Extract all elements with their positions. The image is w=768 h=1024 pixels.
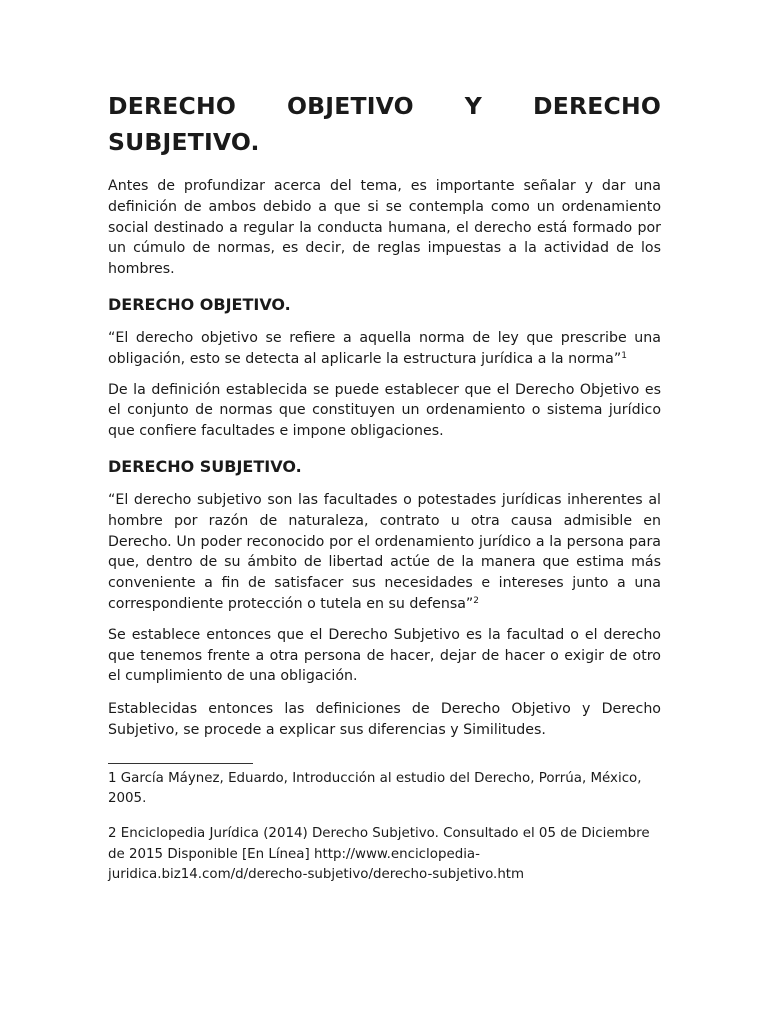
quote-subjetivo-text: “El derecho subjetivo son las facultades o potestades jurídicas inherentes al hombre por razón de naturaleza, contrato u otra causa admisible en Derecho. Un poder reconocido por el ordenamiento jurídico a la persona para que, dentro de su ámbito de libertad actúe de la manera que estima más conveniente a fin de satisfacer sus necesidades e intereses junto a una correspondiente protección o tutela en su defensa”: [108, 491, 661, 612]
title-line-1: DERECHO OBJETIVO Y DERECHO: [108, 92, 661, 120]
footnote-ref-1: 1: [621, 350, 627, 361]
paragraph-derecho-subjetivo: Se establece entonces que el Derecho Subjetivo es la facultad o el derecho que tenemos frente a otra persona de hacer, dejar de hacer o exigir de otro el cumplimiento de una obligación.: [108, 626, 661, 685]
heading-derecho-objetivo: DERECHO OBJETIVO.: [108, 294, 291, 314]
document-page: [108, 88, 661, 885]
heading-derecho-subjetivo: DERECHO SUBJETIVO.: [108, 456, 302, 476]
quote-objetivo-text: “El derecho objetivo se refiere a aquella norma de ley que prescribe una obligación, esto se detecta al aplicarle la estructura jurídica a la norma”: [108, 329, 661, 367]
footnote-1: 1 García Máynez, Eduardo, Introducción al estudio del Derecho, Porrúa, México, 2005.: [108, 770, 642, 807]
quote-derecho-objetivo: [108, 328, 661, 370]
paragraph-derecho-objetivo: De la definición establecida se puede establecer que el Derecho Objetivo es el conjunto de normas que constituyen un ordenamiento o sistema jurídico que confiere facultades e impone obligaciones.: [108, 381, 661, 440]
title-line-2: SUBJETIVO.: [108, 128, 260, 156]
document-title: [108, 88, 661, 160]
intro-paragraph: Antes de profundizar acerca del tema, es importante señalar y dar una definición de ambos debido a que si se contempla como un ordenamiento social destinado a regular la conducta humana, el derecho está formado por un cúmulo de normas, es decir, de reglas impuestas a la actividad de los hombres.: [108, 178, 661, 278]
quote-derecho-subjetivo: [108, 490, 661, 615]
closing-paragraph: Establecidas entonces las definiciones de Derecho Objetivo y Derecho Subjetivo, se procede a explicar sus diferencias y Similitudes.: [108, 701, 661, 738]
footnote-2: 2 Enciclopedia Jurídica (2014) Derecho Subjetivo. Consultado el 05 de Diciembre de 2015 Disponible [En Línea] http://www.enciclopedia-juridica.biz14.com/d/derecho-subjetivo/derecho-subjetivo.htm: [108, 826, 650, 882]
footnote-separator: [108, 763, 253, 764]
footnote-ref-2: 2: [473, 595, 479, 606]
